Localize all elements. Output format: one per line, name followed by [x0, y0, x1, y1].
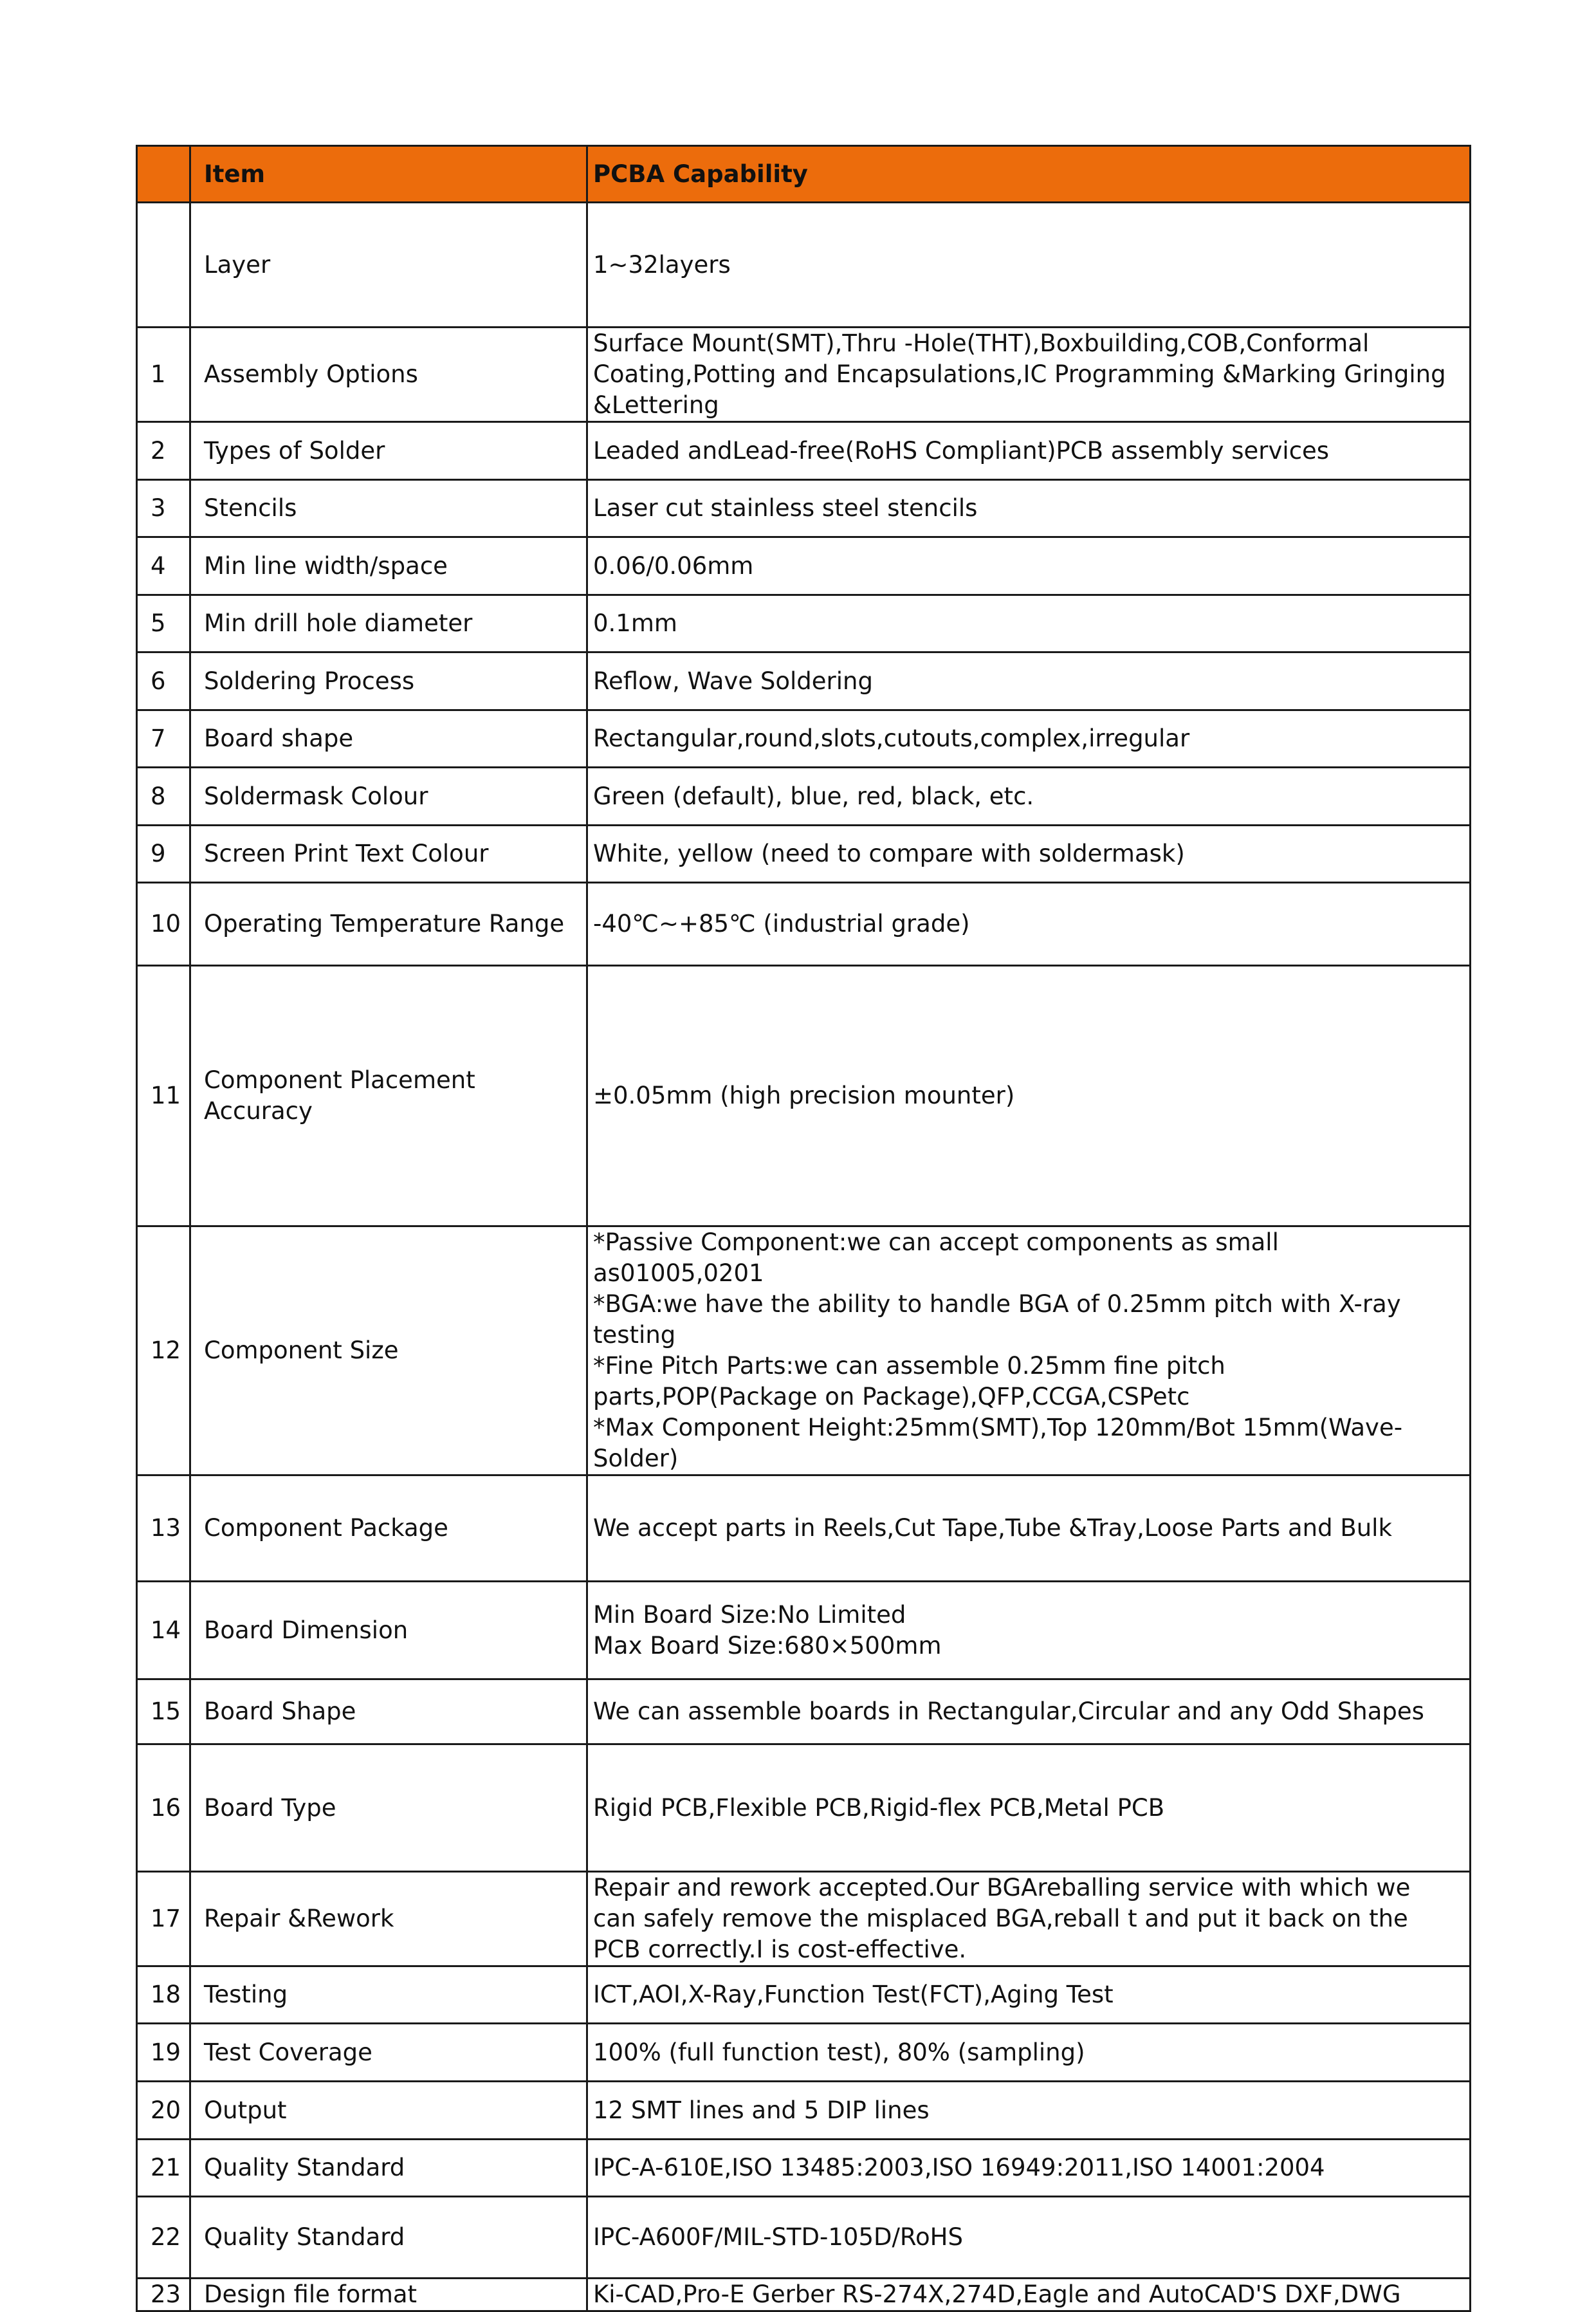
- row-item-cell: Quality Standard: [190, 2140, 587, 2197]
- row-number-cell: 9: [137, 826, 190, 883]
- row-number-cell: 23: [137, 2279, 190, 2311]
- row-capability-cell: ICT,AOI,X-Ray,Function Test(FCT),Aging Test: [587, 1966, 1471, 2024]
- row-number-cell: 1: [137, 328, 190, 422]
- row-capability-cell: Surface Mount(SMT),Thru -Hole(THT),Boxbuilding,COB,Conformal Coating,Potting and Encapsulations,IC Programming &Marking Gringing &Lettering: [587, 328, 1471, 422]
- row-item-cell: Stencils: [190, 480, 587, 537]
- row-item-cell: Soldering Process: [190, 652, 587, 710]
- row-item-cell: Quality Standard: [190, 2197, 587, 2279]
- row-item-cell: Assembly Options: [190, 328, 587, 422]
- row-number-cell: 10: [137, 883, 190, 966]
- row-item-cell: Min drill hole diameter: [190, 595, 587, 652]
- table-row: [137, 966, 1471, 1226]
- row-item-cell: Testing: [190, 1966, 587, 2024]
- row-item-cell: Types of Solder: [190, 422, 587, 480]
- table-row: [137, 1744, 1471, 1872]
- row-item-cell: Operating Temperature Range: [190, 883, 587, 966]
- row-item-cell: Design file format: [190, 2279, 587, 2311]
- table-row: [137, 2140, 1471, 2197]
- row-item-cell: Board shape: [190, 710, 587, 768]
- table-row: [137, 422, 1471, 480]
- row-number-cell: 3: [137, 480, 190, 537]
- row-capability-cell: Ki-CAD,Pro-E Gerber RS-274X,274D,Eagle and AutoCAD'S DXF,DWG: [587, 2279, 1471, 2311]
- row-capability-cell: 0.1mm: [587, 595, 1471, 652]
- table-row: [137, 652, 1471, 710]
- row-number-cell: 8: [137, 768, 190, 826]
- row-item-cell: Board Dimension: [190, 1582, 587, 1679]
- table-row: [137, 1582, 1471, 1679]
- row-item-cell: Test Coverage: [190, 2024, 587, 2082]
- row-number-cell: 5: [137, 595, 190, 652]
- row-number-cell: 11: [137, 966, 190, 1226]
- row-number-cell: [137, 203, 190, 328]
- row-number-cell: 16: [137, 1744, 190, 1872]
- row-capability-cell: We accept parts in Reels,Cut Tape,Tube &Tray,Loose Parts and Bulk: [587, 1475, 1471, 1582]
- table-row: [137, 595, 1471, 652]
- row-item-cell: Component Package: [190, 1475, 587, 1582]
- row-capability-cell: Laser cut stainless steel stencils: [587, 480, 1471, 537]
- row-item-cell: Repair &Rework: [190, 1872, 587, 1966]
- row-capability-cell: Repair and rework accepted.Our BGAreballing service with which we can safely remove the misplaced BGA,reball t and put it back on the PCB correctly.I is cost-effective.: [587, 1872, 1471, 1966]
- row-capability-cell: Rigid PCB,Flexible PCB,Rigid-flex PCB,Metal PCB: [587, 1744, 1471, 1872]
- table-row: [137, 2197, 1471, 2279]
- row-number-cell: 20: [137, 2082, 190, 2140]
- table-row: [137, 768, 1471, 826]
- table-row: [137, 2024, 1471, 2082]
- row-capability-cell: 0.06/0.06mm: [587, 537, 1471, 595]
- row-capability-cell: 12 SMT lines and 5 DIP lines: [587, 2082, 1471, 2140]
- table-row: [137, 1226, 1471, 1475]
- table-row: [137, 1475, 1471, 1582]
- table-row: [137, 883, 1471, 966]
- row-number-cell: 4: [137, 537, 190, 595]
- row-number-cell: 2: [137, 422, 190, 480]
- row-number-cell: 17: [137, 1872, 190, 1966]
- row-number-cell: 22: [137, 2197, 190, 2279]
- row-capability-cell: IPC-A600F/MIL-STD-105D/RoHS: [587, 2197, 1471, 2279]
- row-capability-cell: Green (default), blue, red, black, etc.: [587, 768, 1471, 826]
- row-capability-cell: White, yellow (need to compare with soldermask): [587, 826, 1471, 883]
- row-item-cell: Component Size: [190, 1226, 587, 1475]
- table-row: [137, 480, 1471, 537]
- row-capability-cell: ±0.05mm (high precision mounter): [587, 966, 1471, 1226]
- row-number-cell: 13: [137, 1475, 190, 1582]
- row-number-cell: 7: [137, 710, 190, 768]
- row-capability-cell: Min Board Size:No Limited Max Board Size:680×500mm: [587, 1582, 1471, 1679]
- row-capability-cell: Rectangular,round,slots,cutouts,complex,irregular: [587, 710, 1471, 768]
- row-item-cell: Screen Print Text Colour: [190, 826, 587, 883]
- header-item-cell: Item: [190, 146, 587, 203]
- table-row: [137, 2082, 1471, 2140]
- row-number-cell: 19: [137, 2024, 190, 2082]
- row-item-cell: Component Placement Accuracy: [190, 966, 587, 1226]
- table-row: [137, 537, 1471, 595]
- row-capability-cell: IPC-A-610E,ISO 13485:2003,ISO 16949:2011,ISO 14001:2004: [587, 2140, 1471, 2197]
- row-item-cell: Layer: [190, 203, 587, 328]
- row-capability-cell: Leaded andLead-free(RoHS Compliant)PCB assembly services: [587, 422, 1471, 480]
- table-row: [137, 1679, 1471, 1744]
- row-capability-cell: We can assemble boards in Rectangular,Circular and any Odd Shapes: [587, 1679, 1471, 1744]
- row-number-cell: 15: [137, 1679, 190, 1744]
- row-item-cell: Output: [190, 2082, 587, 2140]
- row-item-cell: Min line width/space: [190, 537, 587, 595]
- row-number-cell: 18: [137, 1966, 190, 2024]
- table-row: [137, 1966, 1471, 2024]
- pcba-capability-table: [136, 145, 1471, 2312]
- row-capability-cell: 100% (full function test), 80% (sampling): [587, 2024, 1471, 2082]
- row-capability-cell: Reflow, Wave Soldering: [587, 652, 1471, 710]
- row-number-cell: 21: [137, 2140, 190, 2197]
- row-capability-cell: -40℃~+85℃ (industrial grade): [587, 883, 1471, 966]
- table-row: [137, 2279, 1471, 2311]
- row-number-cell: 6: [137, 652, 190, 710]
- table-row: [137, 1872, 1471, 1966]
- table-row: [137, 710, 1471, 768]
- row-item-cell: Soldermask Colour: [190, 768, 587, 826]
- header-number-cell: [137, 146, 190, 203]
- table-row: [137, 203, 1471, 328]
- row-capability-cell: 1~32layers: [587, 203, 1471, 328]
- row-item-cell: Board Type: [190, 1744, 587, 1872]
- table-row: [137, 328, 1471, 422]
- header-capability-cell: PCBA Capability: [587, 146, 1471, 203]
- row-capability-cell: *Passive Component:we can accept components as small as01005,0201 *BGA:we have the ability to handle BGA of 0.25mm pitch with X-ray testing *Fine Pitch Parts:we can assemble 0.25mm fine pitch parts,POP(Package on Package),QFP,CCGA,CSPetc *Max Component Height:25mm(SMT),Top 120mm/Bot 15mm(Wave- Solder): [587, 1226, 1471, 1475]
- row-item-cell: Board Shape: [190, 1679, 587, 1744]
- row-number-cell: 14: [137, 1582, 190, 1679]
- row-number-cell: 12: [137, 1226, 190, 1475]
- table-row: [137, 826, 1471, 883]
- table-header-row: [137, 146, 1471, 203]
